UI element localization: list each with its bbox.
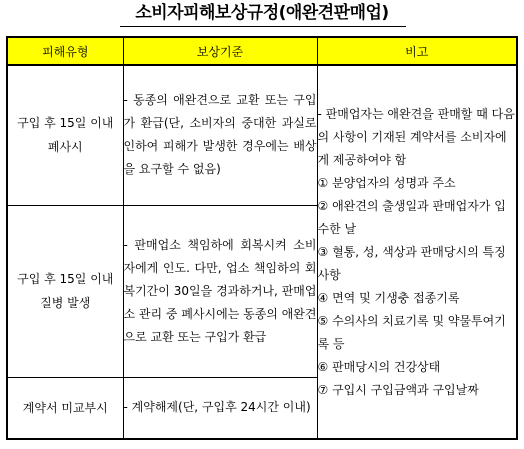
table-header-row (7, 37, 517, 65)
damage-type-line: 폐사시 (47, 140, 83, 155)
compensation-table (6, 36, 518, 440)
compensation-cell: - 판매업소 책임하에 회복시켜 소비자에게 인도. 다만, 업소 책임하의 회복기간이 30일을 경과하거나, 판매업소 관리 중 폐사시에는 동종의 애완견으로 교환 또는 구입가 환급 (123, 205, 317, 377)
remarks-item: ⑥ 판매당시의 건강상태 (317, 359, 441, 374)
damage-type-line: 계약서 미교부시 (22, 400, 108, 415)
damage-type-cell (7, 205, 123, 377)
damage-type-line: 구입 후 15일 이내 (17, 272, 114, 286)
title-underline (120, 26, 406, 27)
remarks-item: ⑤ 수의사의 치료기록 및 약물투여기록 등 (317, 313, 506, 351)
damage-type-cell (7, 377, 123, 439)
remarks-item: ⑦ 구입시 구입금액과 구입날짜 (317, 382, 479, 397)
header-damage-type: 피해유형 (7, 37, 123, 65)
header-remarks: 비고 (317, 37, 517, 65)
damage-type-cell (7, 65, 123, 205)
compensation-cell: - 동종의 애완견으로 교환 또는 구입가 환급(단, 소비자의 중대한 과실로 인하여 피해가 발생한 경우에는 배상을 요구할 수 없음) (123, 65, 317, 205)
table-row (7, 65, 517, 205)
damage-type-line: 질병 발생 (40, 296, 91, 310)
remarks-item: ② 애완견의 출생일과 판매업자가 입수한 날 (317, 198, 506, 236)
remarks-intro: - 판매업자는 애완견을 판매할 때 다음의 사항이 기재된 계약서를 소비자에게 제공하여야 함 (317, 106, 515, 167)
remarks-item: ③ 혈통, 성, 색상과 판매당시의 특징사항 (317, 244, 506, 282)
remarks-cell (317, 65, 517, 439)
compensation-cell: - 계약해제(단, 구입후 24시간 이내) (123, 377, 317, 439)
remarks-item: ④ 면역 및 기생충 접종기록 (317, 290, 460, 305)
damage-type-line: 구입 후 15일 이내 (17, 116, 114, 131)
remarks-item: ① 분양업자의 성명과 주소 (317, 175, 456, 190)
header-compensation-standard: 보상기준 (123, 37, 317, 65)
document-title: 소비자피해보상규정(애완견판매업) (135, 3, 389, 23)
